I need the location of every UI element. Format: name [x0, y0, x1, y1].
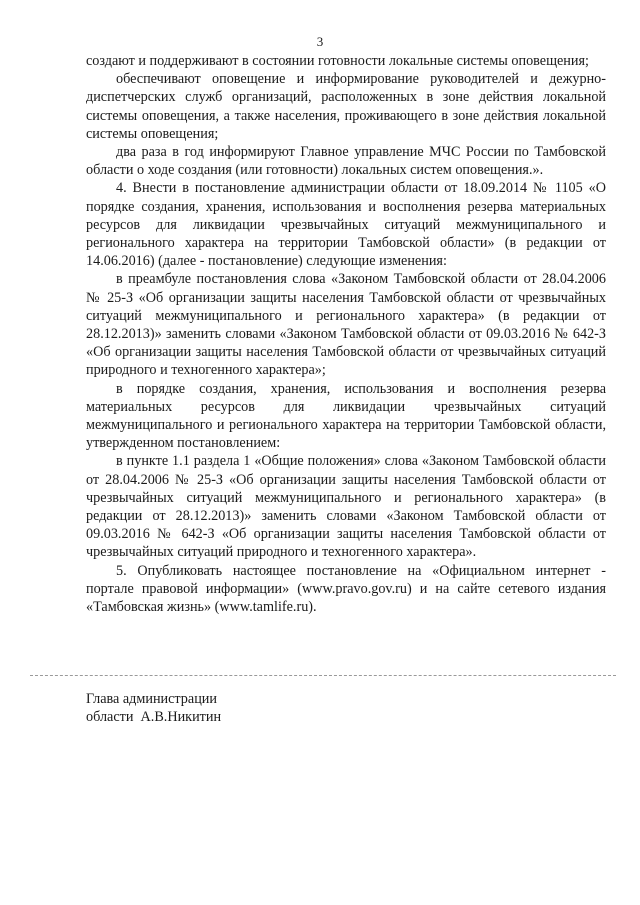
- signature-line-2: [86, 708, 221, 726]
- signature-position: Глава администрации: [86, 691, 217, 707]
- divider-line: [30, 675, 616, 676]
- paragraph-6: в порядке создания, хранения, использования и восполнения резерва материальных ресурсов для ликвидации чрезвычайных ситуаций межмуниципального и регионального характера на территории Тамбовской области, утвержденном постановлением:: [86, 380, 606, 452]
- paragraph-4: 4. Внести в постановление администрации области от 18.09.2014 № 1105 «О порядке создания, хранения, использования и восполнения резерва материальных ресурсов для ликвидации чрезвычайных ситуаций межмуниципального и регионального характера на территории Тамбовской области» (в редакции от 14.06.2016) (далее - постановление) следующие изменения:: [86, 180, 606, 270]
- paragraph-3: два раза в год информируют Главное управление МЧС России по Тамбовской области о ходе создания (или готовности) локальных систем оповещения.».: [86, 144, 606, 179]
- paragraph-8: 5. Опубликовать настоящее постановление на «Официальном интернет - портале правовой информации» (www.pravo.gov.ru) и на сайте сетевого издания «Тамбовская жизнь» (www.tamlife.ru).: [86, 562, 606, 616]
- page-number: 3: [316, 34, 324, 49]
- signature-name: А.В.Никитин: [140, 709, 222, 725]
- document-body: [86, 52, 606, 616]
- paragraph-1: создают и поддерживают в состоянии готовности локальные системы оповещения;: [86, 53, 589, 69]
- signature-block: [86, 690, 221, 726]
- paragraph-7: в пункте 1.1 раздела 1 «Общие положения» слова «Законом Тамбовской области от 28.04.2006 № 25-З «Об организации защиты населения Тамбовской области от чрезвычайных ситуаций межмуниципального и регионального характера» (в редакции от 28.12.2013)» заменить словами «Законом Тамбовской области от 09.03.2016 № 642-З «Об организации защиты населения Тамбовской области от чрезвычайных ситуаций природного и техногенного характера».: [86, 453, 606, 561]
- paragraph-2: обеспечивают оповещение и информирование руководителей и дежурно-диспетчерских служб организаций, расположенных в зоне действия локальной системы оповещения, а также населения, проживающего в зоне действия локальной системы оповещения;: [86, 71, 606, 142]
- paragraph-5: в преамбуле постановления слова «Законом Тамбовской области от 28.04.2006 № 25-З «Об организации защиты населения Тамбовской области от чрезвычайных ситуаций межмуниципального и регионального характера» (в редакции от 28.12.2013)» заменить словами «Законом Тамбовской области от 09.03.2016 № 642-З «Об организации защиты населения Тамбовской области от чрезвычайных ситуаций природного и техногенного характера»;: [86, 271, 606, 379]
- signature-region: области: [86, 709, 134, 725]
